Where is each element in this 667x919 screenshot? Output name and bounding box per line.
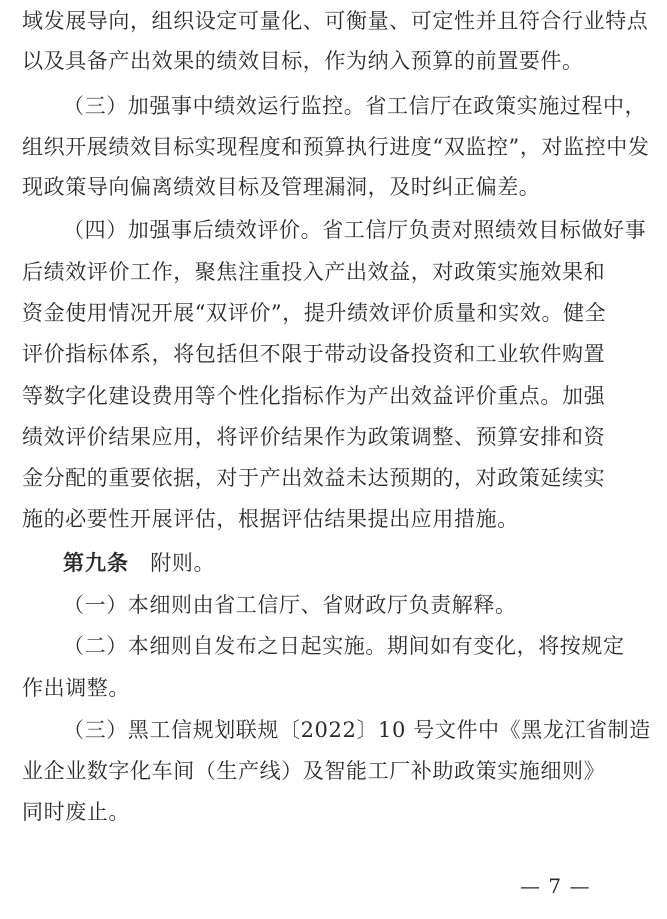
text-line: 等数字化建设费用等个性化指标作为产出效益评价重点。加强 [22, 384, 606, 408]
text-line: 现政策导向偏离绩效目标及管理漏洞，及时纠正偏差。 [22, 175, 541, 199]
text-line: （三）加强事中绩效运行监控。省工信厅在政策实施过程中， [63, 94, 647, 118]
text-line: 金分配的重要依据，对于产出效益未达预期的，对政策延续实 [22, 466, 606, 490]
text-line: 组织开展绩效目标实现程度和预算执行进度“双监控”，对监控中发 [22, 135, 650, 159]
text-line: 施的必要性开展评估，根据评估结果提出应用措施。 [22, 507, 519, 531]
article-number: 第九条 [63, 551, 129, 575]
text-line: （一）本细则由省工信厅、省财政厅负责解释。 [63, 593, 517, 617]
text-line: （四）加强事后绩效评价。省工信厅负责对照绩效目标做好事 [63, 218, 647, 242]
text-line: 后绩效评价工作，聚焦注重投入产出效益，对政策实施效果和 [22, 260, 606, 284]
text-line: 评价指标体系，将包括但不限于带动设备投资和工业软件购置 [22, 342, 606, 366]
text-line: 同时废止。 [22, 800, 130, 824]
article-title: 附则。 [150, 551, 216, 575]
text-line: （二）本细则自发布之日起实施。期间如有变化，将按规定 [63, 634, 625, 658]
text-line: 业企业数字化车间（生产线）及智能工厂补助政策实施细则》 [22, 759, 606, 783]
page-number: — 7 — [520, 874, 591, 898]
text-line: 域发展导向，组织设定可量化、可衡量、可定性并且符合行业特点 [22, 9, 649, 33]
text-line: 作出调整。 [22, 676, 130, 700]
text-line: （三）黑工信规划联规〔2022〕10 号文件中《黑龙江省制造 [63, 718, 651, 742]
text-line: 资金使用情况开展“双评价”，提升绩效评价质量和实效。健全 [22, 301, 607, 325]
text-line: 以及具备产出效果的绩效目标，作为纳入预算的前置要件。 [22, 49, 584, 73]
text-line: 绩效评价结果应用，将评价结果作为政策调整、预算安排和资 [22, 425, 606, 449]
article-heading-line [63, 548, 643, 578]
